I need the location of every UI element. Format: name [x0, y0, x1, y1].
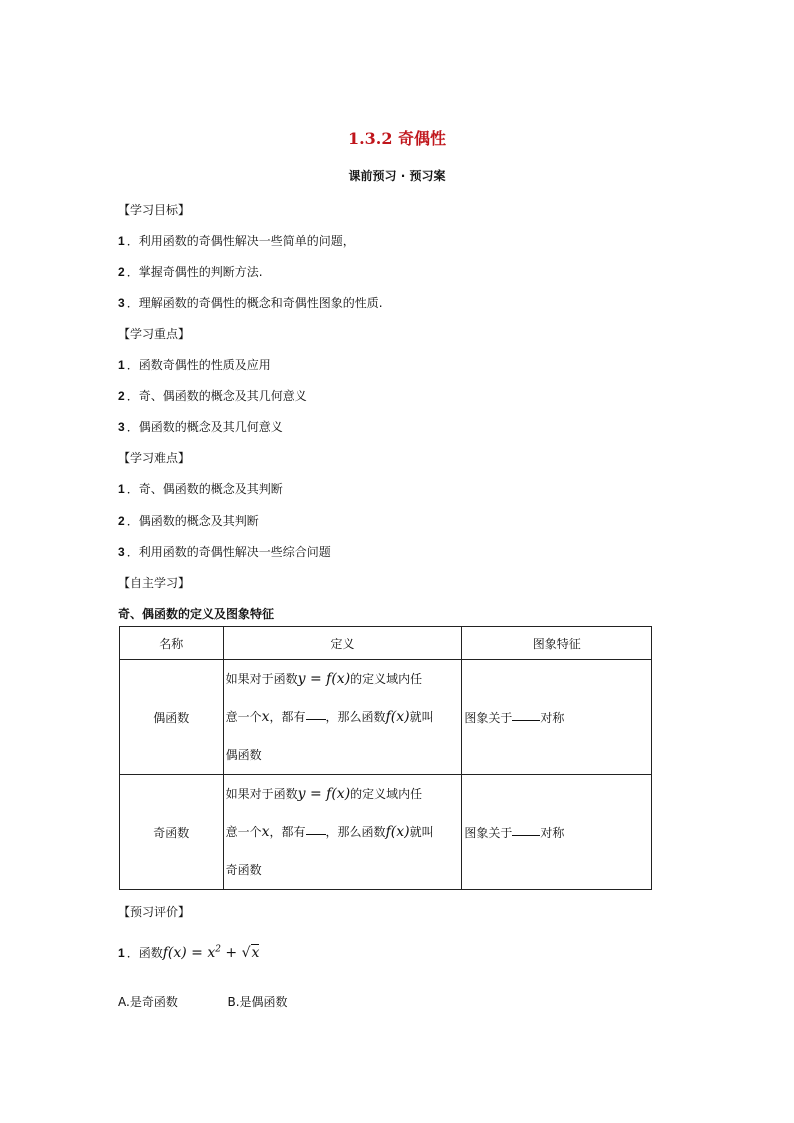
answer-blank[interactable]: [306, 833, 326, 835]
cell-name: 偶函数: [120, 660, 224, 775]
section-header-preview: 【预习评价】: [118, 905, 191, 919]
section-header-self-study: 【自主学习】: [118, 576, 191, 590]
answer-blank[interactable]: [306, 718, 326, 720]
question-formula: $f(x) = x^2 + √x$: [162, 944, 260, 961]
question-1: 1 ．函数$f(x) = x^2 + √x$: [118, 944, 260, 961]
cell-definition: 如果对于函数y = f(x)的定义域内任 意一个x，都有 ，那么函数f(x)就叫 奇函数: [223, 775, 462, 890]
cell-name: 奇函数: [120, 775, 224, 890]
list-item: 3 ．偶函数的概念及其几何意义: [118, 420, 283, 434]
list-item: 3 ．理解函数的奇偶性的概念和奇偶性图象的性质.: [118, 296, 383, 310]
answer-blank[interactable]: [512, 834, 540, 836]
cell-feature: 图象关于 对称: [462, 660, 652, 775]
list-item: 3 ．利用函数的奇偶性解决一些综合问题: [118, 545, 331, 559]
option-b[interactable]: B.是偶函数: [227, 995, 288, 1009]
column-header-feature: 图象特征: [462, 627, 652, 660]
sqrt-symbol: √x: [241, 945, 260, 961]
section-header-focus: 【学习重点】: [118, 327, 191, 341]
answer-options: [118, 993, 288, 1010]
section-header-difficulty: 【学习难点】: [118, 451, 191, 465]
list-item: 2 ．偶函数的概念及其判断: [118, 514, 259, 528]
list-item: 1 ．函数奇偶性的性质及应用: [118, 358, 271, 372]
table-row: [120, 775, 652, 890]
table-header-row: [120, 627, 652, 660]
table-caption: 奇、偶函数的定义及图象特征: [118, 607, 275, 621]
list-item: 2 ．掌握奇偶性的判断方法.: [118, 265, 263, 279]
table-row: [120, 660, 652, 775]
answer-blank[interactable]: [512, 719, 540, 721]
list-item: 1 ．利用函数的奇偶性解决一些简单的问题，: [118, 234, 355, 248]
option-a[interactable]: A.是奇函数: [118, 995, 178, 1009]
section-header-goals: 【学习目标】: [118, 203, 191, 217]
definition-table: [119, 626, 652, 890]
list-item: 2 ．奇、偶函数的概念及其几何意义: [118, 389, 307, 403]
page-subtitle: 课前预习 · 预习案: [348, 169, 446, 183]
cell-feature: 图象关于 对称: [462, 775, 652, 890]
column-header-name: 名称: [120, 627, 224, 660]
page-title: 1.3.2 奇偶性: [347, 129, 447, 148]
list-item: 1 ．奇、偶函数的概念及其判断: [118, 482, 283, 496]
cell-definition: 如果对于函数y = f(x)的定义域内任 意一个x，都有 ，那么函数f(x)就叫 偶函数: [223, 660, 462, 775]
column-header-definition: 定义: [223, 627, 462, 660]
